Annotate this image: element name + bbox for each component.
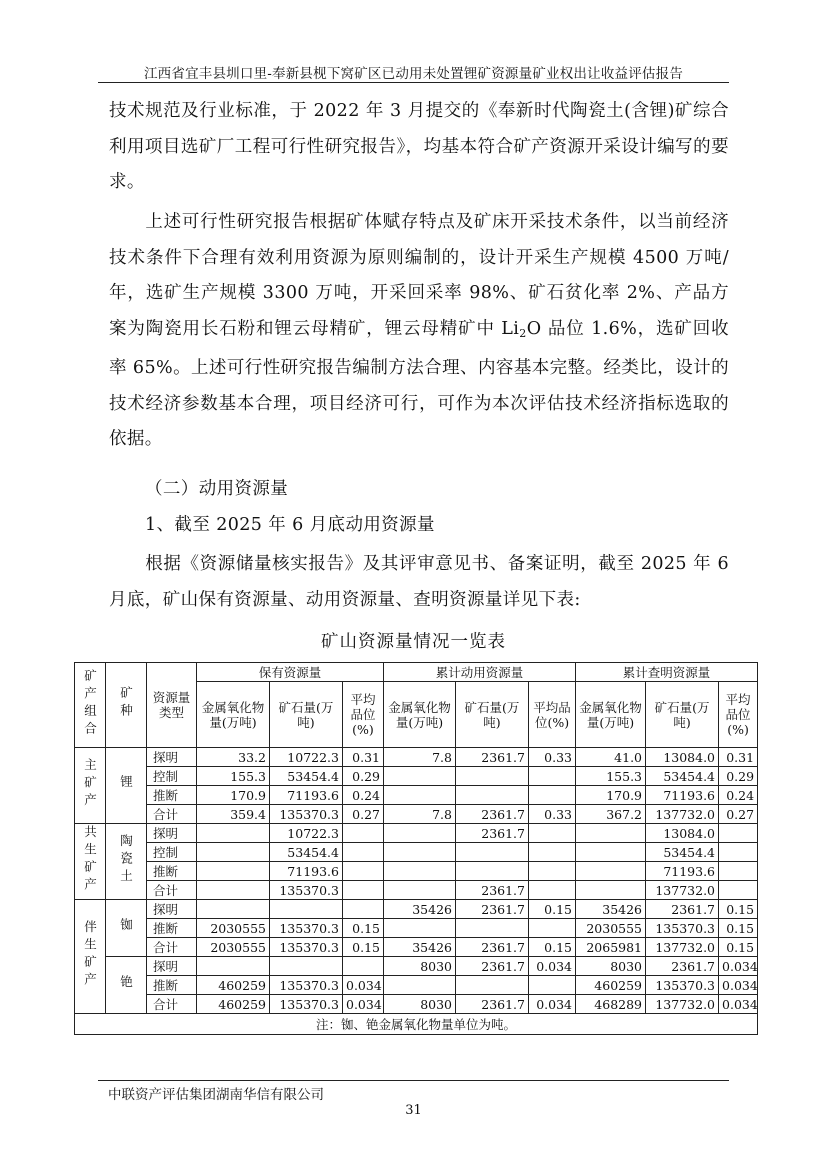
resource-type-cell: 推断 xyxy=(147,976,197,995)
value-cell: 0.33 xyxy=(529,748,576,767)
value-cell: 0.034 xyxy=(719,957,758,976)
value-cell: 8030 xyxy=(384,995,456,1014)
value-cell xyxy=(456,862,529,881)
table-caption: 矿山资源量情况一览表 xyxy=(321,632,506,652)
header-metal: 金属氧化物量(万吨) xyxy=(384,682,456,748)
value-cell: 8030 xyxy=(576,957,646,976)
value-cell xyxy=(343,881,384,900)
table-body xyxy=(75,748,758,1014)
value-cell: 135370.3 xyxy=(270,919,343,938)
header-divider xyxy=(98,82,729,83)
value-cell: 7.8 xyxy=(384,805,456,824)
mineral-group-cell: 伴生矿产 xyxy=(75,900,106,1014)
value-cell xyxy=(384,786,456,805)
value-cell: 35426 xyxy=(384,938,456,957)
value-cell xyxy=(576,862,646,881)
value-cell xyxy=(384,976,456,995)
value-cell: 71193.6 xyxy=(270,786,343,805)
resource-type-cell: 探明 xyxy=(147,748,197,767)
value-cell xyxy=(343,843,384,862)
value-cell xyxy=(576,881,646,900)
value-cell xyxy=(343,900,384,919)
table-row xyxy=(75,805,758,824)
value-cell: 2030555 xyxy=(576,919,646,938)
value-cell xyxy=(576,824,646,843)
value-cell: 0.27 xyxy=(343,805,384,824)
value-cell: 10722.3 xyxy=(270,824,343,843)
table-row xyxy=(75,767,758,786)
value-cell: 0.27 xyxy=(719,805,758,824)
mineral-cell: 陶瓷土 xyxy=(106,824,147,900)
resource-type-cell: 合计 xyxy=(147,938,197,957)
section-heading: （二）动用资源量 xyxy=(145,479,289,499)
header-grade: 平均品位(%) xyxy=(529,682,576,748)
value-cell: 0.24 xyxy=(719,786,758,805)
value-cell: 135370.3 xyxy=(270,995,343,1014)
value-cell: 35426 xyxy=(576,900,646,919)
footer-divider xyxy=(98,1080,729,1081)
value-cell xyxy=(719,843,758,862)
value-cell: 2361.7 xyxy=(456,957,529,976)
header-metal: 金属氧化物量(万吨) xyxy=(576,682,646,748)
resource-type-cell: 合计 xyxy=(147,995,197,1014)
resource-type-cell: 探明 xyxy=(147,824,197,843)
value-cell: 2361.7 xyxy=(456,995,529,1014)
value-cell: 2361.7 xyxy=(646,957,719,976)
value-cell: 0.15 xyxy=(343,938,384,957)
table-row xyxy=(75,995,758,1014)
value-cell: 135370.3 xyxy=(646,976,719,995)
value-cell: 0.24 xyxy=(343,786,384,805)
value-cell: 137732.0 xyxy=(646,995,719,1014)
value-cell xyxy=(197,843,270,862)
table-row xyxy=(75,843,758,862)
value-cell: 2361.7 xyxy=(646,900,719,919)
value-cell: 10722.3 xyxy=(270,748,343,767)
table-row xyxy=(75,862,758,881)
value-cell xyxy=(197,957,270,976)
table-row xyxy=(75,976,758,995)
header-grade: 平均品位(%) xyxy=(343,682,384,748)
value-cell xyxy=(456,843,529,862)
table-note: 注：铷、铯金属氧化物量单位为吨。 xyxy=(75,1014,758,1035)
value-cell: 0.034 xyxy=(719,995,758,1014)
value-cell xyxy=(197,862,270,881)
value-cell xyxy=(384,862,456,881)
value-cell: 0.034 xyxy=(529,957,576,976)
header-retained: 保有资源量 xyxy=(197,663,384,682)
value-cell: 137732.0 xyxy=(646,805,719,824)
value-cell: 367.2 xyxy=(576,805,646,824)
value-cell xyxy=(576,843,646,862)
value-cell: 71193.6 xyxy=(270,862,343,881)
header-grade: 平均品位(%) xyxy=(719,682,758,748)
mineral-cell: 锂 xyxy=(106,748,147,824)
header-ore: 矿石量(万吨) xyxy=(646,682,719,748)
resource-type-cell: 合计 xyxy=(147,805,197,824)
value-cell: 2361.7 xyxy=(456,824,529,843)
value-cell: 53454.4 xyxy=(646,767,719,786)
value-cell: 0.034 xyxy=(529,995,576,1014)
value-cell: 0.034 xyxy=(719,976,758,995)
value-cell xyxy=(343,957,384,976)
table-row xyxy=(75,938,758,957)
table-row xyxy=(75,748,758,767)
value-cell xyxy=(456,976,529,995)
table-row xyxy=(75,786,758,805)
value-cell: 2361.7 xyxy=(456,938,529,957)
table-row xyxy=(75,900,758,919)
paragraph-3-text: 根据《资源储量核实报告》及其评审意见书、备案证明，截至 2025 年 6 月底，矿山保有资源量、动用资源量、查明资源量详见下表: xyxy=(109,554,729,610)
mineral-group-cell: 主矿产 xyxy=(75,748,106,824)
value-cell xyxy=(270,957,343,976)
footer-company: 中联资产评估集团湖南华信有限公司 xyxy=(108,1087,324,1103)
value-cell: 71193.6 xyxy=(646,862,719,881)
header-total: 累计查明资源量 xyxy=(576,663,758,682)
value-cell xyxy=(529,862,576,881)
value-cell: 359.4 xyxy=(197,805,270,824)
value-cell xyxy=(384,919,456,938)
value-cell: 460259 xyxy=(197,995,270,1014)
value-cell: 170.9 xyxy=(197,786,270,805)
paragraph-2 xyxy=(109,205,729,458)
value-cell xyxy=(719,881,758,900)
value-cell: 0.15 xyxy=(529,938,576,957)
value-cell: 135370.3 xyxy=(270,805,343,824)
page-header-title: 江西省宜丰县圳口里-奉新县枧下窝矿区已动用未处置锂矿资源量矿业权出让收益评估报告 xyxy=(143,66,684,82)
value-cell: 0.15 xyxy=(343,919,384,938)
value-cell: 13084.0 xyxy=(646,824,719,843)
value-cell: 0.29 xyxy=(343,767,384,786)
value-cell: 7.8 xyxy=(384,748,456,767)
value-cell: 135370.3 xyxy=(270,938,343,957)
header-metal: 金属氧化物量(万吨) xyxy=(197,682,270,748)
value-cell: 0.15 xyxy=(529,900,576,919)
value-cell xyxy=(384,881,456,900)
value-cell: 2030555 xyxy=(197,919,270,938)
header-mineral: 矿种 xyxy=(106,663,147,748)
paragraph-2-part-a: 上述可行性研究报告根据矿体赋存特点及矿床开采技术条件，以当前经济技术条件下合理有效利用资源为原则编制的，设计开采生产规模 4500 万吨/年，选矿生产规模 3300 万吨，开采回采率 98%、矿石贫化率 2%、产品方案为陶瓷用长石粉和锂云母精矿，锂云母精矿中 Li xyxy=(109,212,729,339)
resource-type-cell: 推断 xyxy=(147,786,197,805)
value-cell xyxy=(456,786,529,805)
resource-type-cell: 探明 xyxy=(147,957,197,976)
table-row xyxy=(75,824,758,843)
value-cell: 2065981 xyxy=(576,938,646,957)
value-cell xyxy=(343,862,384,881)
paragraph-2-part-b: O 品位 1.6%，选矿回收率 65%。上述可行性研究报告编制方法合理、内容基本完整。经类比，设计的技术经济参数基本合理，项目经济可行，可作为本次评估技术经济指标选取的依据。 xyxy=(109,318,729,449)
value-cell xyxy=(529,786,576,805)
li2o-subscript: 2 xyxy=(519,326,527,340)
value-cell: 135370.3 xyxy=(270,881,343,900)
page-number: 31 xyxy=(405,1103,422,1118)
value-cell xyxy=(343,824,384,843)
value-cell: 460259 xyxy=(197,976,270,995)
value-cell xyxy=(529,767,576,786)
value-cell xyxy=(456,767,529,786)
value-cell: 2361.7 xyxy=(456,900,529,919)
value-cell: 2361.7 xyxy=(456,805,529,824)
resource-type-cell: 合计 xyxy=(147,881,197,900)
table-row xyxy=(75,919,758,938)
resource-type-cell: 控制 xyxy=(147,767,197,786)
value-cell xyxy=(197,881,270,900)
value-cell xyxy=(529,824,576,843)
value-cell: 137732.0 xyxy=(646,881,719,900)
header-used: 累计动用资源量 xyxy=(384,663,576,682)
paragraph-3 xyxy=(109,547,729,618)
subsection-heading: 1、截至 2025 年 6 月底动用资源量 xyxy=(145,515,435,535)
value-cell: 460259 xyxy=(576,976,646,995)
resource-table xyxy=(74,662,758,1035)
value-cell xyxy=(384,824,456,843)
value-cell xyxy=(270,900,343,919)
value-cell xyxy=(197,824,270,843)
table-row xyxy=(75,881,758,900)
value-cell: 0.034 xyxy=(343,976,384,995)
value-cell xyxy=(529,919,576,938)
value-cell: 8030 xyxy=(384,957,456,976)
value-cell xyxy=(719,824,758,843)
value-cell: 137732.0 xyxy=(646,938,719,957)
value-cell: 71193.6 xyxy=(646,786,719,805)
value-cell: 2030555 xyxy=(197,938,270,957)
value-cell xyxy=(384,767,456,786)
value-cell: 0.034 xyxy=(343,995,384,1014)
value-cell: 0.15 xyxy=(719,919,758,938)
resource-type-cell: 推断 xyxy=(147,862,197,881)
value-cell: 135370.3 xyxy=(270,976,343,995)
header-ore: 矿石量(万吨) xyxy=(270,682,343,748)
value-cell: 53454.4 xyxy=(646,843,719,862)
mineral-cell: 铷 xyxy=(106,900,147,957)
value-cell: 41.0 xyxy=(576,748,646,767)
value-cell: 33.2 xyxy=(197,748,270,767)
value-cell: 0.33 xyxy=(529,805,576,824)
table-row xyxy=(75,957,758,976)
value-cell: 53454.4 xyxy=(270,843,343,862)
header-group: 矿产组合 xyxy=(75,663,106,748)
value-cell xyxy=(456,919,529,938)
value-cell: 155.3 xyxy=(197,767,270,786)
value-cell: 0.15 xyxy=(719,938,758,957)
value-cell xyxy=(529,881,576,900)
value-cell: 0.29 xyxy=(719,767,758,786)
header-type: 资源量类型 xyxy=(147,663,197,748)
value-cell: 0.31 xyxy=(719,748,758,767)
value-cell: 53454.4 xyxy=(270,767,343,786)
header-ore: 矿石量(万吨) xyxy=(456,682,529,748)
value-cell: 0.15 xyxy=(719,900,758,919)
value-cell: 170.9 xyxy=(576,786,646,805)
value-cell: 0.31 xyxy=(343,748,384,767)
value-cell: 468289 xyxy=(576,995,646,1014)
mineral-cell: 铯 xyxy=(106,957,147,1014)
resource-type-cell: 控制 xyxy=(147,843,197,862)
value-cell: 2361.7 xyxy=(456,881,529,900)
resource-type-cell: 推断 xyxy=(147,919,197,938)
value-cell xyxy=(529,976,576,995)
mineral-group-cell: 共生矿产 xyxy=(75,824,106,900)
value-cell: 2361.7 xyxy=(456,748,529,767)
resource-type-cell: 探明 xyxy=(147,900,197,919)
value-cell: 35426 xyxy=(384,900,456,919)
value-cell xyxy=(529,843,576,862)
paragraph-1: 技术规范及行业标准，于 2022 年 3 月提交的《奉新时代陶瓷土(含锂)矿综合利用项目选矿厂工程可行性研究报告》，均基本符合矿产资源开采设计编写的要求。 xyxy=(109,101,729,192)
value-cell xyxy=(197,900,270,919)
value-cell xyxy=(384,843,456,862)
value-cell: 13084.0 xyxy=(646,748,719,767)
value-cell: 155.3 xyxy=(576,767,646,786)
value-cell xyxy=(719,862,758,881)
value-cell: 135370.3 xyxy=(646,919,719,938)
